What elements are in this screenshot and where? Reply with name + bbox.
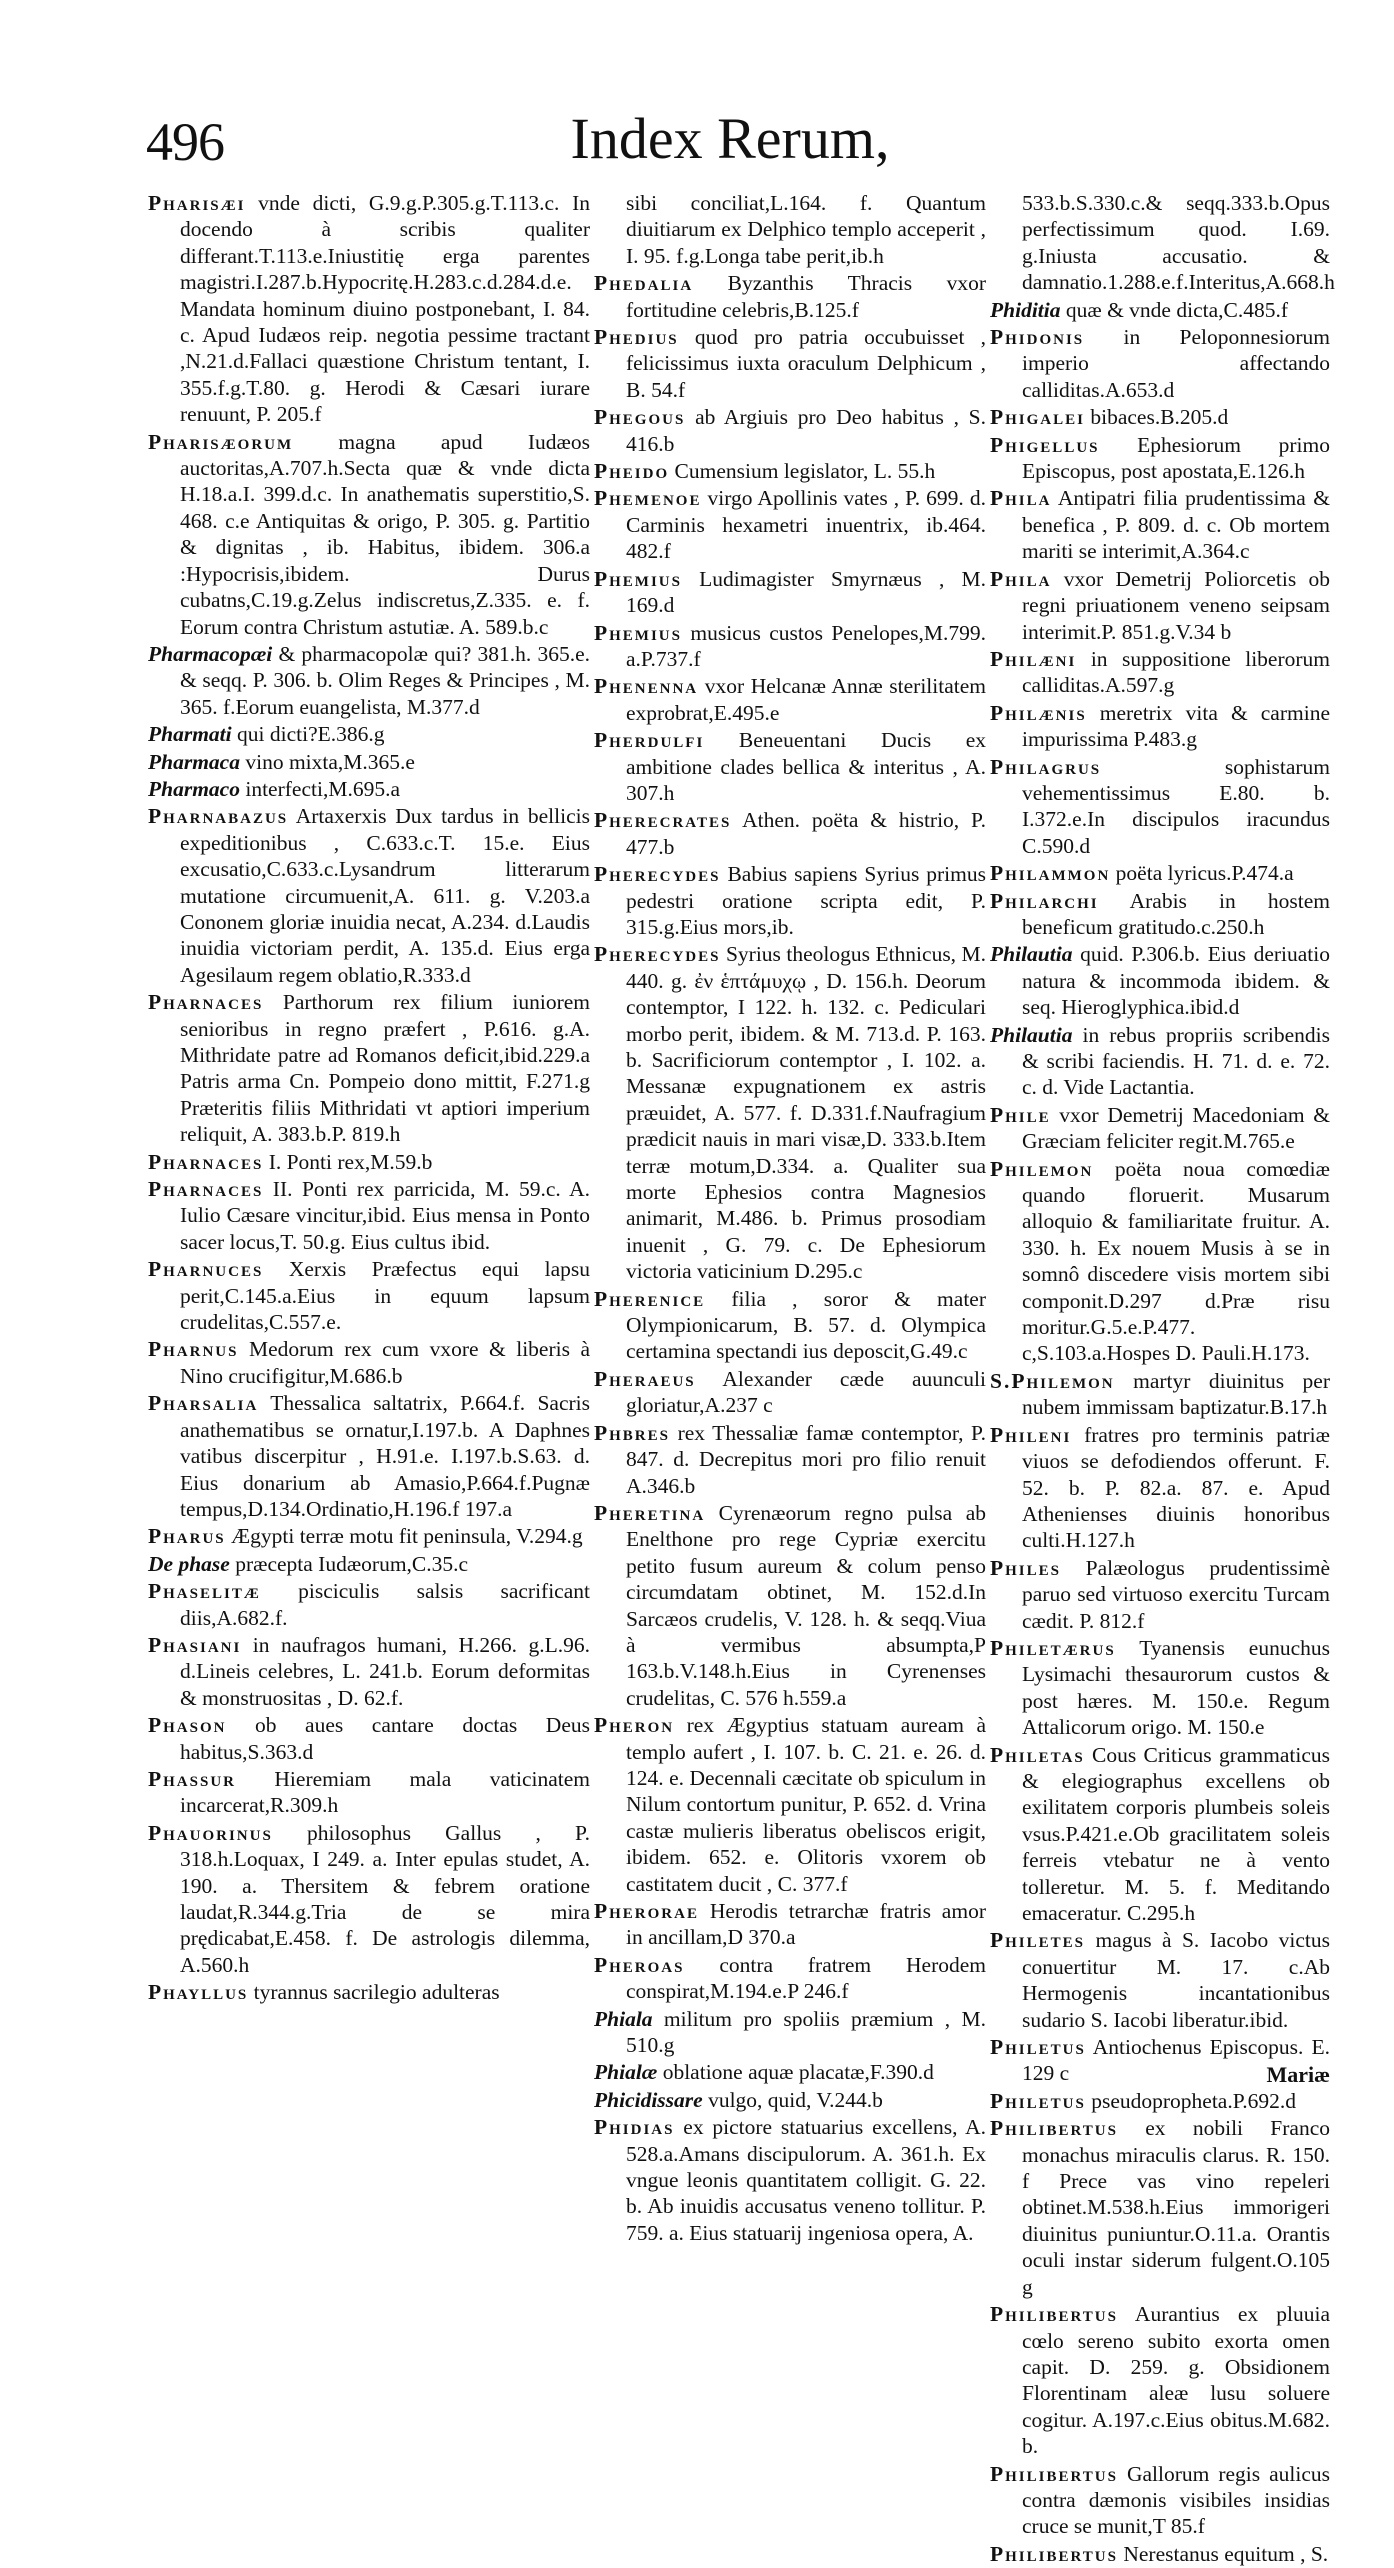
- entry-text: Thessalica saltatrix, P.664.f. Sacris anathematibus se ornatur,I.197.b. A Daphnes vatibus discerpitur , H.91.e. I.197.b.S.63. d. Eius donarium ab Amasio,P.664.f.Pugnæ tempus,D.134.Ordinatio,H.196.f 197.a: [180, 1391, 590, 1521]
- entry-text: Medorum rex cum vxore & liberis à Nino crucifigitur,M.686.b: [180, 1337, 590, 1388]
- index-entry: [990, 1156, 1330, 1367]
- entry-text: Cumensium legislator, L. 55.h: [674, 459, 936, 484]
- entry-text: in suppositione liberorum calliditas.A.597.g: [1022, 646, 1331, 698]
- index-entry: [148, 1820, 590, 1978]
- index-entry: [148, 1979, 590, 2005]
- entry-headword: Pheron: [594, 1713, 675, 1738]
- catchword: Mariæ: [1266, 2062, 1330, 2087]
- index-entry: [990, 2115, 1330, 2300]
- entry-text: ex nobili Franco monachus miraculis clarus. R. 150. f Prece vas vino repeleri obtinet.M.538.h.Eius immorigeri diuinitus puniuntur.O.11.a. Orantis oculi instar siderum fulgent.O.105 g: [1022, 2116, 1330, 2299]
- entry-headword: Pheido: [594, 459, 670, 484]
- entry-text: I. Ponti rex,M.59.b: [268, 1149, 433, 1174]
- entry-headword: Philemon: [990, 1156, 1094, 1181]
- index-entry: [594, 2059, 986, 2085]
- entry-text: rex Thessaliæ famæ contemptor, P. 847. d. Decrepitus mori pro filio renuit A.346.b: [626, 1420, 986, 1498]
- index-entry: [594, 1286, 986, 1365]
- entry-text: sophistarum vehementissimus E.80. b. I.372.e.In discipulos iracundus C.590.d: [1022, 754, 1330, 858]
- entry-text: militum pro spoliis præmium , M. 510.g: [626, 2006, 986, 2058]
- entry-text: magna apud Iudæos auctoritas,A.707.h.Secta quæ & vnde dicta H.18.a.I. 399.d.c. In anathematis superstitio,S. 468. c.e Antiquitas & origo, P. 305. g. Partitio & dignitas , ib. Habitus, ibidem. 306.a :Hypocrisis,ibidem. Durus cubatns,C.19.g.Zelus indiscretus,Z.335. e. f. Eorum contra Christum astutiæ. A. 589.b.c: [180, 429, 591, 639]
- entry-headword: Philibertus: [990, 2302, 1118, 2327]
- index-entry: [594, 727, 986, 806]
- entry-headword: S.Philemon: [990, 1368, 1115, 1393]
- index-entry: [594, 1366, 986, 1419]
- entry-text: Cous Criticus grammaticus & elegiographus excellens ob exilitatem corporis plumbeis soleis vsus.P.421.e.Ob gracilitatem soleis ferreis vtebatur ne à vento tolleretur. M. 5. f. Meditando emaceratur. C.295.h: [1022, 1742, 1330, 1925]
- entry-text: Herodis tetrarchæ fratris amor in ancillam,D 370.a: [626, 1899, 986, 1950]
- entry-text: filia , soror & mater Olympionicarum, B. 57. d. Olympica certamina spectandi ius deposcit,G.49.c: [626, 1286, 986, 1364]
- entry-text: Cyrenæorum regno pulsa ab Enelthone pro rege Cypriæ exercitu petito fusum aureum & colum penso circumdatam obtinet, M. 152.d.In Sarcæos crudelis, V. 128. h. & seqq.Viua à vermibus absumpta,P 163.b.V.148.h.Eius in Cyrenenses crudelitas, C. 576 h.559.a: [626, 1500, 986, 1710]
- entry-text: meretrix vita & carmine impurissima P.483.g: [1022, 700, 1330, 752]
- index-entry: [990, 1742, 1330, 1927]
- entry-text: vxor Demetrij Macedoniam & Græciam feliciter regit.M.765.e: [1022, 1102, 1330, 1154]
- entry-headword: Phedalia: [594, 271, 694, 296]
- index-entry: [148, 429, 590, 640]
- entry-text: Syrius theologus Ethnicus, M. 440. g. ἐν ἑπτάμυχῳ , D. 156.h. Deorum contemptor, I 122. h. 132. c. Pediculari morbo perit, ibidem. & M. 713.d. P. 163. b. Sacrificiorum contemptor , I. 102. a. Messanæ expugnationem ex astris præuidet, A. 577. f. D.331.f.Naufragium prædicit nauis in mari visæ,D. 333.b.Item terræ motum,D.334. a. Qualiter sua morte Ephesios contra Magnesios animarit, M.486. b. Primus prosodiam inuenit , G. 79. c. De Ephesiorum victoria vaticinium D.295.c: [626, 942, 987, 1284]
- entry-text: Parthorum rex filium iuniorem senioribus in regno præfert , P.616. g.A. Mithridate patre ad Romanos deficit,ibid.229.a Patris arma Cn. Pompeio dono mittit, F.271.g Præteritis filiis Mithridati vt aptiori imperium reliquit, A. 383.b.P. 819.h: [180, 990, 590, 1147]
- index-entry: [990, 1022, 1330, 1101]
- entry-headword: Philæni: [990, 646, 1077, 671]
- entry-headword: Pherenice: [594, 1286, 706, 1311]
- entry-text: tyrannus sacrilegio adulteras: [253, 1980, 500, 2005]
- index-entry: [990, 646, 1330, 699]
- entry-headword: Phigalei: [990, 405, 1085, 430]
- index-entry: [148, 721, 590, 747]
- index-entry: [594, 1898, 986, 1951]
- entry-text: bibaces.B.205.d: [1090, 405, 1229, 430]
- entry-headword: Philautia: [990, 1022, 1073, 1047]
- index-entry: [594, 458, 986, 484]
- index-entry: [990, 432, 1330, 485]
- entry-text: rex Ægyptius statuam auream à templo aufert , I. 107. b. C. 21. e. 26. d. 124. e. Decennali cæcitate ob spiculum in Nilum contortum punitur, P. 652. d. Vrina castæ mulieris liberatus obeliscos erigit, ibidem. 652. e. Olitoris vxorem ob castitatem ducit , C. 377.f: [626, 1713, 987, 1896]
- entry-text: præcepta Iudæorum,C.35.c: [235, 1551, 469, 1576]
- index-entry: [148, 1336, 590, 1389]
- entry-text: quid. P.306.b. Eius deriuatio natura & incommoda ibidem. & seq. Hieroglyphica.ibid.d: [1022, 942, 1331, 1020]
- entry-text: poëta noua comœdiæ quando floruerit. Musarum alloquio & familiaritate fruitur. A. 330. h. Ex nouem Musis à se in somnô discedere visis mortem sibi componit.D.297 d.Præ risu moritur.G.5.e.P.477. c,S.103.a.Hospes D. Pauli.H.173.: [1022, 1156, 1330, 1366]
- entry-text: vulgo, quid, V.244.b: [708, 2087, 883, 2112]
- entry-text: quod pro patria occubuisset , felicissimus iuxta oraculum Delphicum , B. 54.f: [626, 325, 986, 402]
- entry-headword: Pharnaces: [148, 990, 264, 1015]
- entry-text: Gallorum regis aulicus contra dæmonis visibiles insidias cruce se munit,T 85.f: [1022, 2461, 1331, 2539]
- index-entry: [990, 297, 1330, 323]
- entry-headword: Pharmaca: [148, 749, 240, 774]
- entry-headword: Philibertus: [990, 2116, 1118, 2141]
- entry-headword: Pharnabazus: [148, 804, 289, 829]
- index-entry: [594, 1952, 986, 2005]
- entry-headword: Phiditia: [990, 297, 1061, 322]
- page-title: Index Rerum,: [570, 106, 890, 171]
- entry-text: pseudopropheta.P.692.d: [1091, 2088, 1297, 2113]
- index-entry: [990, 190, 1335, 296]
- entry-headword: Philammon: [990, 861, 1111, 886]
- entry-text: Babius sapiens Syrius primus pedestri oratione scripta edit, P. 315.g.Eius mors,ib.: [626, 862, 986, 939]
- entry-text: Nerestanus equitum , S.: [1123, 2541, 1329, 2566]
- entry-text: Palæologus prudentissimè paruo sed virtuoso exercitu Turcam cædit. P. 812.f: [1022, 1555, 1330, 1633]
- entry-text: vino mixta,M.365.e: [245, 749, 415, 774]
- index-entry: [990, 2541, 1330, 2567]
- entry-headword: Phemius: [594, 566, 682, 591]
- entry-text: Xerxis Præfectus equi lapsu perit,C.145.a.Eius in equum lapsum crudelitas,C.557.e.: [180, 1257, 590, 1335]
- entry-headword: Phiala: [594, 2006, 653, 2031]
- index-entry: [594, 807, 986, 860]
- index-entry: [990, 1422, 1330, 1554]
- entry-headword: Pharnaces: [148, 1177, 264, 1202]
- entry-headword: Pherecrates: [594, 808, 732, 833]
- index-entry: [594, 1500, 986, 1711]
- entry-headword: Pherecydes: [594, 862, 721, 887]
- index-entry: [594, 941, 986, 1284]
- entry-headword: Philibertus: [990, 2461, 1118, 2486]
- entry-headword: Philetus: [990, 2088, 1086, 2113]
- entry-headword: Pharmati: [148, 722, 232, 747]
- entry-headword: Phigellus: [990, 432, 1100, 457]
- index-entry: [594, 620, 986, 673]
- entry-headword: Philibertus: [990, 2541, 1118, 2566]
- entry-text: oblatione aquæ placatæ,F.390.d: [662, 2060, 934, 2085]
- index-entry: [148, 1632, 590, 1711]
- entry-headword: Philænis: [990, 700, 1087, 725]
- entry-text: ex pictore statuarius excellens, A. 528.a.Amans discipulorum. A. 361.h. Ex vngue leonis quantitatem colligit. G. 22. b. Ab inuidis accusatus veneno tollitur. P. 759. a. Eius statuarij ingeniosa opera, A.: [626, 2115, 986, 2245]
- entry-headword: Phila: [990, 566, 1052, 591]
- index-entry: [148, 1176, 590, 1255]
- index-entry: [148, 1149, 590, 1175]
- entry-text: quæ & vnde dicta,C.485.f: [1065, 297, 1288, 322]
- index-entry: [148, 1523, 590, 1549]
- index-entry: [148, 1551, 590, 1577]
- index-entry: [594, 404, 986, 457]
- entry-headword: Pharisæi: [148, 191, 246, 215]
- entry-headword: Pheretina: [594, 1500, 706, 1525]
- index-entry: [990, 860, 1330, 886]
- entry-text: Ephesiorum primo Episcopus, post apostata,E.126.h: [1022, 432, 1330, 484]
- entry-text: pisciculis salsis sacrificant diis,A.682.f.: [180, 1579, 590, 1630]
- entry-headword: Pharnus: [148, 1337, 239, 1362]
- index-column-3: [990, 190, 1335, 2568]
- entry-headword: Pheroas: [594, 1952, 685, 1977]
- entry-headword: Pharmaco: [148, 776, 240, 801]
- entry-text: Alexander cæde auunculi gloriatur,A.237 c: [626, 1366, 986, 1418]
- entry-headword: Philarchi: [990, 888, 1099, 913]
- index-entry: [990, 566, 1330, 645]
- entry-text: Antipatri filia prudentissima & benefica , P. 809. d. c. Ob mortem mariti se interimit,A.364.c: [1022, 486, 1330, 564]
- entry-text: musicus custos Penelopes,M.799. a.P.737.f: [626, 620, 986, 671]
- entry-text: in rebus propriis scribendis & scribi faciendis. H. 71. d. e. 72. c. d. Vide Lactantia.: [1022, 1022, 1330, 1100]
- index-entry: [990, 941, 1330, 1020]
- index-entry: [594, 673, 986, 726]
- entry-text: Beneuentani Ducis ex ambitione clades bellica & interitus , A. 307.h: [626, 728, 986, 805]
- index-entry: [148, 1256, 590, 1335]
- entry-headword: Phauorinus: [148, 1820, 273, 1845]
- index-entry: [148, 1766, 590, 1819]
- index-entry: [990, 1368, 1330, 1421]
- entry-headword: Pharnuces: [148, 1257, 264, 1282]
- entry-text: Tyanensis eunuchus Lysimachi thesaurorum custos & post hæres. M. 150.e. Regum Attalicorum origo. M. 150.e: [1022, 1635, 1330, 1740]
- entry-headword: Phialæ: [594, 2060, 658, 2085]
- index-entry: [990, 754, 1330, 860]
- index-entry: [594, 861, 986, 940]
- index-entry: [148, 803, 590, 988]
- entry-text: vnde dicti, G.9.g.P.305.g.T.113.c. In docendo à scribis qualiter differant.T.113.e.Iniustitię erga parentes magistri.I.287.b.Hypocritę.H.283.c.d.284.d.e. Mandata hominum diuino postponebant, I. 84. c. Apud Iudæos reip. negotia pessime tractant ,N.21.d.Fallaci quæstione Christum tentant, I. 355.f.g.T.80. g. Herodi & Cæsari iurare renuunt, P. 205.f: [180, 191, 590, 427]
- index-entry: [990, 2301, 1330, 2459]
- page-number: 496: [146, 112, 224, 172]
- index-entry: [990, 2088, 1330, 2114]
- entry-headword: Pherorae: [594, 1899, 699, 1923]
- entry-headword: De phase: [148, 1551, 230, 1576]
- entry-headword: Pharmacopæi: [148, 641, 273, 666]
- entry-headword: Phassur: [148, 1766, 236, 1791]
- entry-headword: Phegous: [594, 405, 686, 430]
- entry-text: Byzanthis Thracis vxor fortitudine celebris,B.125.f: [626, 271, 986, 322]
- index-column-1: [148, 190, 590, 2007]
- entry-text: qui dicti?E.386.g: [237, 722, 385, 747]
- entry-text: magus à S. Iacobo victus conuertitur M. 17. c.Ab Hermogenis incantationibus sudario S. Iacobi liberatur.ibid.: [1022, 1928, 1330, 2032]
- index-entry: [990, 2461, 1330, 2540]
- entry-headword: Phayllus: [148, 1980, 249, 2005]
- index-entry: [594, 485, 986, 564]
- entry-headword: Philetes: [990, 1928, 1085, 1953]
- entry-headword: Philetas: [990, 1742, 1085, 1767]
- entry-headword: Phile: [990, 1102, 1051, 1127]
- entry-headword: Phaselitæ: [148, 1579, 261, 1604]
- index-entry: [594, 1712, 986, 1897]
- index-entry: [148, 190, 590, 428]
- index-entry: [148, 989, 590, 1147]
- entry-headword: Pharisæorum: [148, 429, 294, 454]
- entry-headword: Phila: [990, 486, 1052, 511]
- entry-headword: Pherecydes: [594, 942, 721, 967]
- entry-text: Aurantius ex pluuia cœlo sereno subito exorta omen capit. D. 259. g. Obsidionem Florentinam aleæ lusu soluere cogitur. A.197.c.Eius obitus.M.682. b.: [1022, 2302, 1330, 2459]
- entry-headword: Pheraeus: [594, 1366, 696, 1391]
- index-entry: [148, 1578, 590, 1631]
- index-entry: [594, 2087, 986, 2113]
- entry-headword: Philagrus: [990, 754, 1102, 779]
- index-entry: [990, 324, 1330, 403]
- entry-text: poëta lyricus.P.474.a: [1115, 861, 1294, 886]
- index-entry: [990, 1635, 1330, 1741]
- entry-text: vxor Demetrij Poliorcetis ob regni priuationem veneno seipsam interimit.P. 851.g.V.34 b: [1022, 566, 1330, 644]
- entry-headword: Philes: [990, 1555, 1061, 1580]
- index-entry: [594, 270, 986, 323]
- entry-headword: Phbres: [594, 1420, 670, 1445]
- entry-text: ab Argiuis pro Deo habitus , S. 416.b: [626, 405, 987, 456]
- index-entry: [148, 1712, 590, 1765]
- index-entry: [990, 404, 1330, 430]
- entry-text: vxor Helcanæ Annæ sterilitatem exprobrat,E.495.e: [626, 674, 987, 725]
- entry-text: sibi conciliat,L.164. f. Quantum diuitiarum ex Delphico templo acceperit , I. 95. f.g.Longa tabe perit,ib.h: [626, 191, 986, 268]
- index-column-2: [594, 190, 986, 2247]
- index-entry: [594, 1420, 986, 1499]
- index-entry: [990, 1555, 1330, 1634]
- entry-text: fratres pro terminis patriæ viuos se defodiendos offerunt. F. 52. b. P. 82.a. 87. e. Apud Athenienses diuinis honoribus culti.H.127.h: [1022, 1422, 1330, 1553]
- entry-headword: Phileni: [990, 1422, 1072, 1447]
- index-entry: [990, 1102, 1330, 1155]
- entry-text: in naufragos humani, H.266. g.L.96. d.Lineis celebres, L. 241.b. Eorum deformitas & monstruositas , D. 62.f.: [180, 1632, 590, 1710]
- index-entry: [594, 324, 986, 403]
- entry-text: interfecti,M.695.a: [245, 776, 400, 801]
- entry-text: Hieremiam mala vaticinatem incarcerat,R.309.h: [180, 1766, 591, 1818]
- index-entry: [594, 2006, 986, 2059]
- entry-headword: Pherdulfi: [594, 728, 705, 753]
- entry-headword: Phedius: [594, 325, 679, 350]
- entry-text: Arabis in hostem beneficum gratitudo.c.250.h: [1022, 888, 1330, 939]
- entry-text: Athen. poëta & histrio, P. 477.b: [626, 808, 986, 859]
- index-entry: [594, 190, 986, 269]
- entry-headword: Phicidissare: [594, 2087, 703, 2112]
- entry-headword: Pharus: [148, 1524, 226, 1549]
- entry-text: in Peloponnesiorum imperio affectando calliditas.A.653.d: [1022, 325, 1330, 402]
- index-entry: [990, 700, 1330, 753]
- entry-headword: Philetus: [990, 2035, 1086, 2060]
- index-entry: [148, 641, 590, 720]
- entry-text: Ludimagister Smyrnæus , M. 169.d: [626, 566, 987, 618]
- entry-text: philosophus Gallus , P. 318.h.Loquax, I 249. a. Inter epulas studet, A. 190. a. Thersitem & febrem oratione laudat,R.344.g.Tria de se mira prędicabat,E.458. f. De astrologis dilemma, A.560.h: [180, 1820, 591, 1977]
- entry-headword: Phasiani: [148, 1632, 242, 1657]
- entry-headword: Phason: [148, 1713, 227, 1738]
- entry-headword: Phidonis: [990, 325, 1085, 350]
- entry-text: ob aues cantare doctas Deus habitus,S.363.d: [180, 1713, 590, 1764]
- entry-text: virgo Apollinis vates , P. 699. d. Carminis hexametri inuentrix, ib.464. 482.f: [626, 486, 986, 564]
- entry-headword: Phemius: [594, 620, 682, 645]
- entry-headword: Philautia: [990, 942, 1073, 967]
- index-entry: [148, 749, 590, 775]
- entry-text: II. Ponti rex parricida, M. 59.c. A. Iulio Cæsare vincitur,ibid. Eius mensa in Ponto sacer locus,T. 50.g. Eius cultus ibid.: [180, 1177, 590, 1254]
- entry-headword: Pharnaces: [148, 1149, 264, 1174]
- index-entry: [990, 888, 1330, 941]
- index-entry: [990, 485, 1330, 564]
- entry-headword: Philetærus: [990, 1635, 1116, 1660]
- entry-headword: Pharsalia: [148, 1391, 259, 1416]
- entry-text: Antiochenus Episcopus. E. 129 c: [1022, 2035, 1330, 2086]
- entry-text: martyr diuinitus per nubem immissam baptizatur.B.17.h: [1022, 1368, 1331, 1420]
- entry-text: contra fratrem Herodem conspirat,M.194.e.P 246.f: [626, 1952, 986, 2004]
- index-entry: [594, 566, 986, 619]
- index-entry: [148, 1390, 590, 1522]
- entry-text: Artaxerxis Dux tardus in bellicis expeditionibus , C.633.c.T. 15.e. Eius excusatio,C.633.c.Lysandrum litterarum mutatione circumuenit,A. 611. g. V.203.a Cononem gloriæ inuidia necat, A.234. d.Laudis inuidia victoriam perdit, A. 135.d. Eius erga Agesilaum regem oblatio,R.333.d: [180, 804, 590, 987]
- entry-headword: Phemenoe: [594, 486, 702, 511]
- entry-text: & pharmacopolæ qui? 381.h. 365.e. & seqq. P. 306. b. Olim Reges & Principes , M. 365. f.Eorum euangelista, M.377.d: [180, 641, 591, 719]
- index-entry: [148, 776, 590, 802]
- index-entry: [990, 1927, 1330, 2033]
- entry-text: 533.b.S.330.c.& seqq.333.b.Opus perfectissimum quod. I.69. g.Iniusta accusatio. & damnatio.1.288.e.f.Interitus,A.668.h: [1022, 191, 1335, 295]
- index-entry: [594, 2114, 986, 2246]
- entry-headword: Phidias: [594, 2115, 675, 2140]
- entry-text: Ægypti terræ motu fit peninsula, V.294.g: [231, 1524, 583, 1549]
- entry-headword: Phenenna: [594, 674, 699, 699]
